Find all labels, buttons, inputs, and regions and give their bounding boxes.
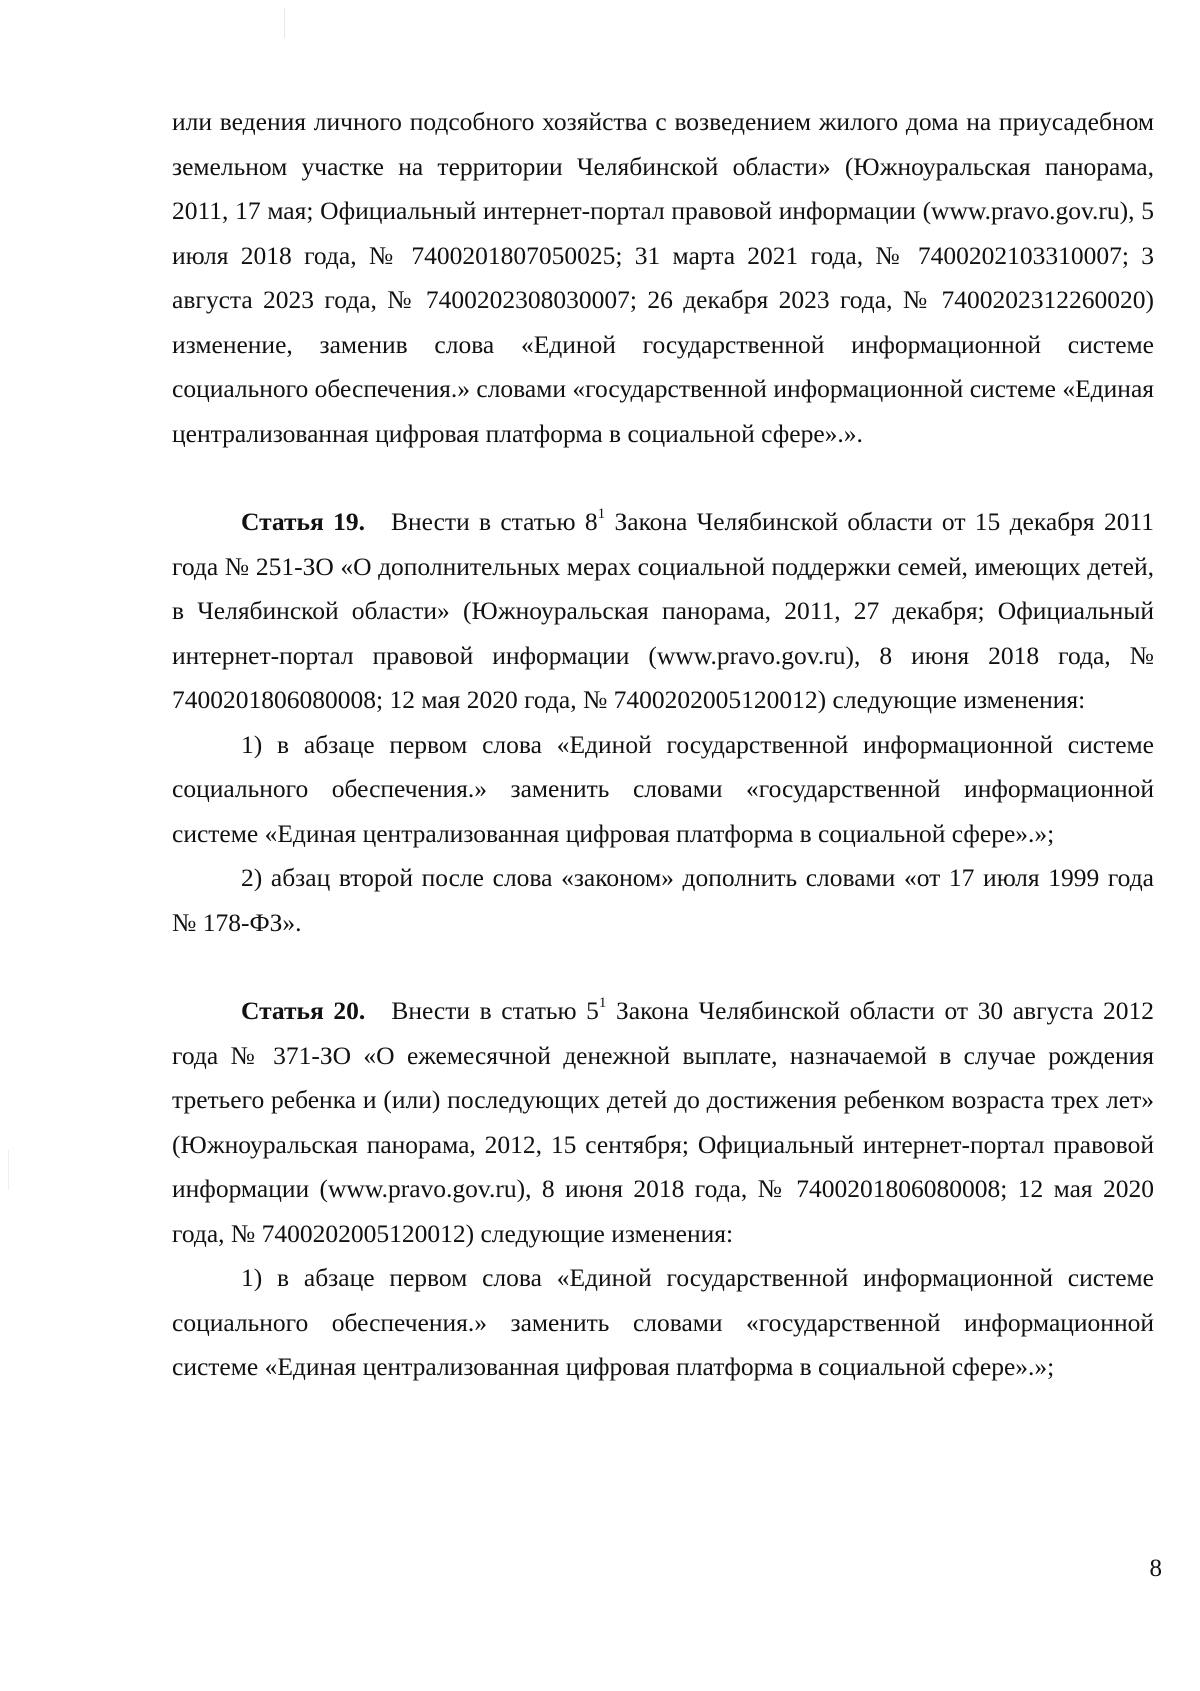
article-20-text-rest: Закона Челябинской области от 30 августа 2012 года № 371-ЗО «О ежемесячной денежной выплате, назначаемой в случае рождения третьего ребенка и (или) последующих детей до достижения ребенком возраста трех лет» (Южноуральская панорама, 2012, 15 сентября; Официальный интернет-портал правовой информации (www.pravo.gov.ru), 8 июня 2018 года, № 7400201806080008; 12 мая 2020 года, № 7400202005120012) следующие изменения: (172, 996, 1154, 1248)
intro-paragraph: или ведения личного подсобного хозяйства с возведением жилого дома на приусадебном земельном участке на территории Челябинской области» (Южноуральская панорама, 2011, 17 мая; Официальный интернет-портал правовой информации (www.pravo.gov.ru), 5 июля 2018 года, № 7400201807050025; 31 марта 2021 года, № 7400202103310007; 3 августа 2023 года, № 7400202308030007; 26 декабря 2023 года, № 7400202312260020) изменение, заменив слова «Единой государственной информационной системе социального обеспечения.» словами «государственной информационной системе «Единая централизованная цифровая платформа в социальной сфере».». (172, 107, 1154, 448)
scan-artifact (8, 1150, 9, 1190)
article-19-text-rest: Закона Челябинской области от 15 декабря 2011 года № 251-ЗО «О дополнительных мерах социальной поддержки семей, имеющих детей, в Челябинской области» (Южноуральская панорама, 2011, 27 декабря; Официальный интернет-портал правовой информации (www.pravo.gov.ru), 8 июня 2018 года, № 7400201806080008; 12 мая 2020 года, № 7400202005120012) следующие изменения: (172, 507, 1155, 714)
article-20-label: Статья 20. (241, 996, 366, 1025)
article-20-text-start: Внести в статью 5 (391, 996, 599, 1025)
article-20-superscript: 1 (598, 995, 607, 1011)
document-body (172, 100, 1154, 1390)
article-19-item-2: 2) абзац второй после слова «законом» дополнить словами «от 17 июля 1999 года № 178-ФЗ». (172, 863, 1154, 937)
article-20-item-1: 1) в абзаце первом слова «Единой государственной информационной системе социального обеспечения.» заменить словами «государственной информационной системе «Единая централизованная цифровая платформа в социальной сфере».»; (172, 1263, 1154, 1381)
page-number: 8 (1149, 1555, 1162, 1582)
article-19-item-1: 1) в абзаце первом слова «Единой государственной информационной системе социального обеспечения.» заменить словами «государственной информационной системе «Единая централизованная цифровая платформа в социальной сфере».»; (172, 729, 1154, 848)
scan-artifact (284, 8, 285, 38)
article-19-label: Статья 19. (241, 507, 365, 536)
article-19 (172, 500, 1154, 723)
article-20 (172, 989, 1154, 1256)
article-19-superscript: 1 (597, 506, 606, 522)
article-19-text-start: Внести в статью 8 (391, 507, 598, 536)
